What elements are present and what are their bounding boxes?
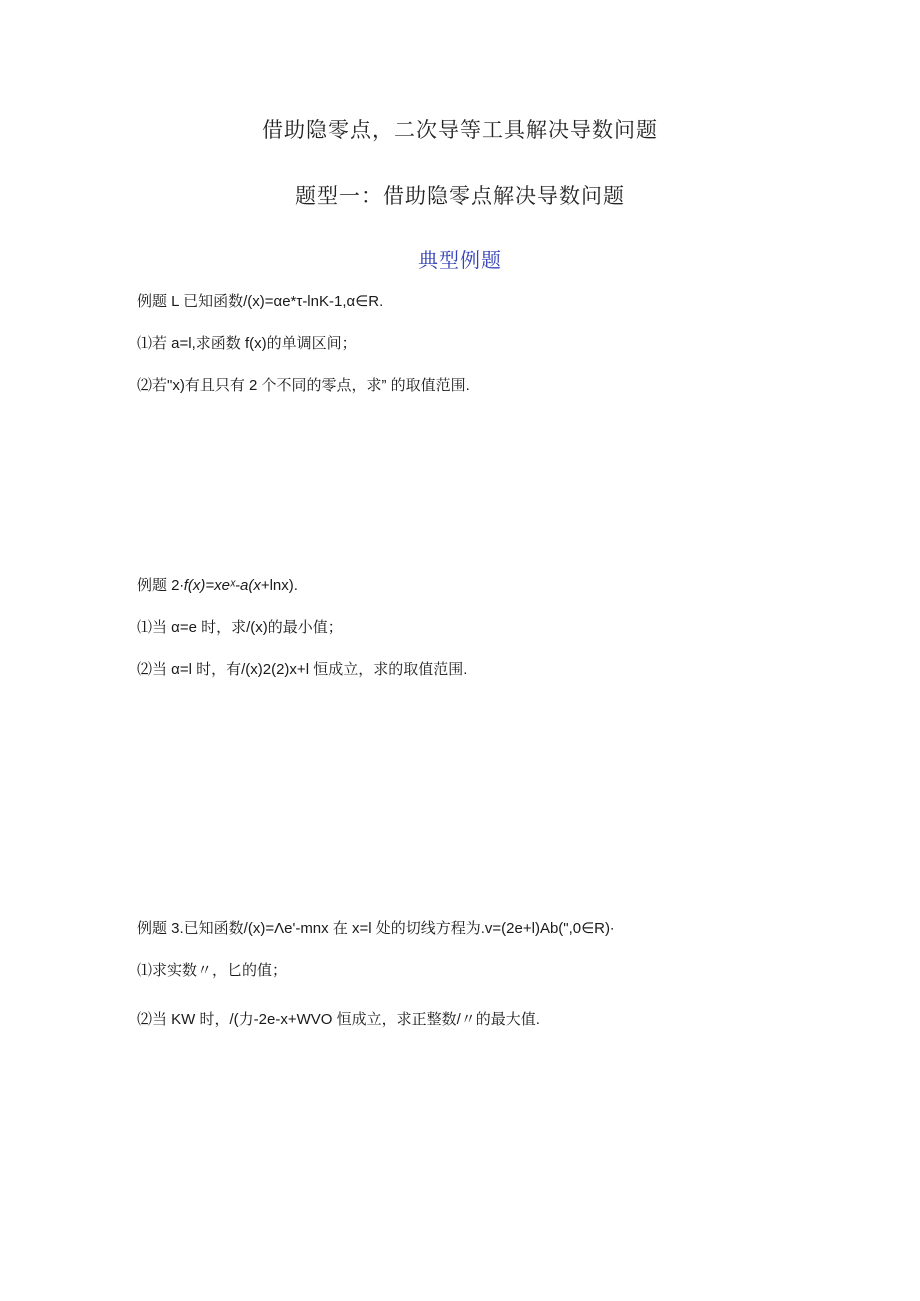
example-2-suffix: +lnx). bbox=[260, 577, 298, 594]
example-2-part-2: ⑵当 α=l 时，有/(x)2(2)x+l 恒成立，求的取值范围. bbox=[137, 661, 468, 678]
document-subtitle: 题型一：借助隐零点解决导数问题 bbox=[295, 184, 625, 208]
example-3-prompt: 例题 3.已知函数/(x)=Λe'-mnx 在 x=l 处的切线方程为.v=(2e+l)Ab(",0∈R)∙ bbox=[137, 920, 615, 937]
section-heading: 典型例题 bbox=[418, 248, 502, 272]
example-2-part-1: ⑴当 α=e 时，求/(x)的最小值； bbox=[137, 619, 343, 636]
example-2-prefix: 例题 2∙ bbox=[137, 577, 184, 594]
example-1-part-2: ⑵若"x)有且只有 2 个不同的零点，求” 的取值范围. bbox=[137, 377, 470, 394]
example-2-prompt bbox=[137, 576, 298, 596]
example-2-formula: f(x)=xeˣ-a(x bbox=[183, 577, 261, 594]
example-3-part-1: ⑴求实数〃，匕的值； bbox=[137, 962, 288, 979]
example-1-prompt: 例题 L 已知函数/(x)=αe*τ-lnK-1,α∈R. bbox=[137, 293, 384, 310]
example-1-part-1: ⑴若 a=l,求函数 f(x)的单调区间； bbox=[137, 335, 357, 352]
example-3-part-2: ⑵当 KW 时，/(力-2e-x+WVO 恒成立，求正整数/〃的最大值. bbox=[137, 1011, 540, 1028]
document-title: 借助隐零点，二次导等工具解决导数问题 bbox=[262, 118, 658, 142]
